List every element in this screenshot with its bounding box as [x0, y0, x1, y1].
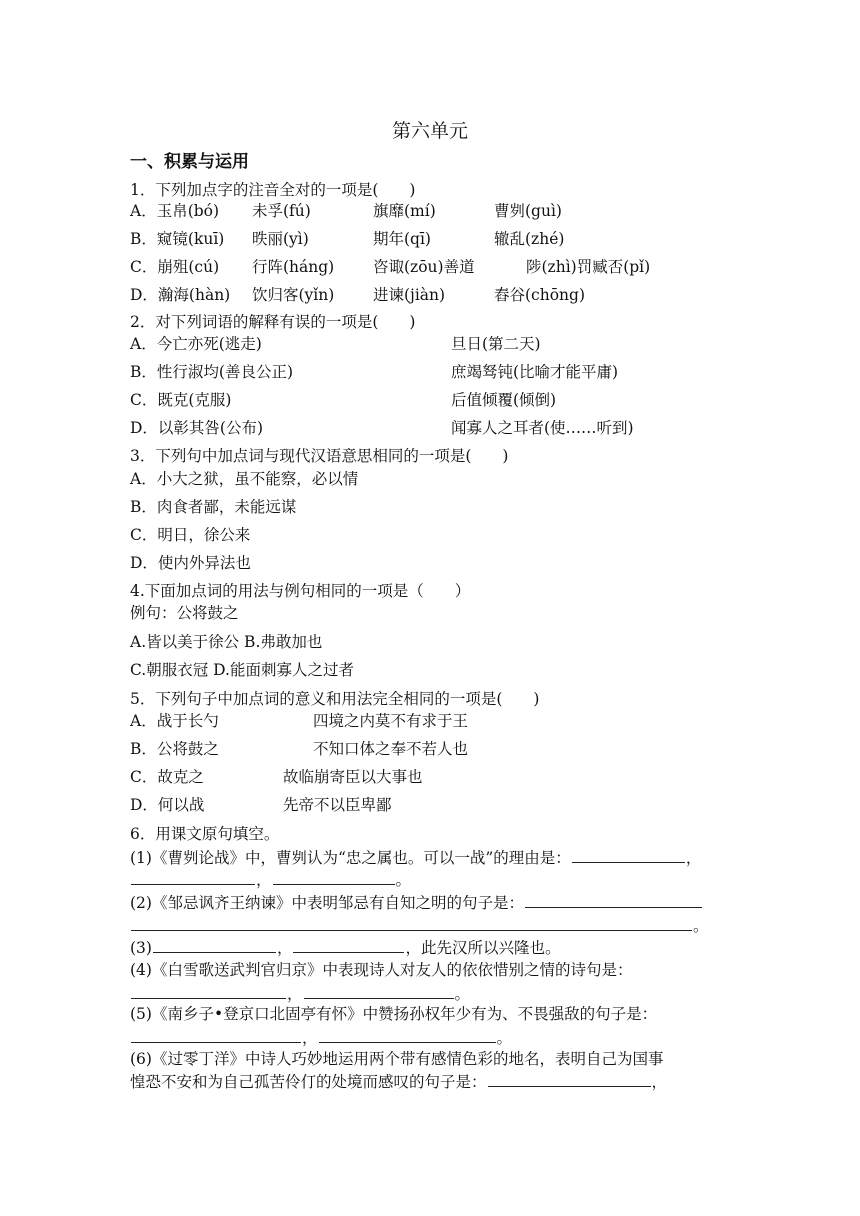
answer-blank[interactable]	[488, 1071, 651, 1087]
q2-option: B．性行淑均(善良公正)	[130, 363, 293, 381]
fill-in-1-cont	[130, 869, 411, 890]
answer-blank[interactable]	[131, 1027, 301, 1043]
fill-in-6	[130, 1049, 663, 1069]
q1-option: C．崩殂(cú)	[130, 258, 220, 276]
q5-option: 故临崩寄臣以大事也	[283, 768, 423, 786]
fill-in-5	[130, 1004, 657, 1024]
fill-in-1	[130, 847, 701, 868]
fill-in-prompt: (1)《曹刿论战》中，曹刿认为“忠之属也。可以一战”的理由是：	[130, 849, 571, 867]
fill-in-2-cont	[130, 915, 709, 936]
q2-option: 闻寡人之耳者(使……听到)	[451, 419, 634, 437]
q2-option: C．既克(克服)	[130, 391, 232, 409]
q5-option: A．战于长勺	[130, 712, 219, 730]
comma: ，	[276, 939, 293, 957]
q1-option: 进谏(jiàn)	[373, 286, 446, 304]
q5-option: D．何以战	[130, 796, 205, 814]
answer-blank[interactable]	[572, 847, 685, 863]
comma: ，	[256, 871, 272, 889]
q4-example: 例句：公将鼓之	[130, 604, 239, 622]
q3-option: B．肉食者鄙，未能远谋	[130, 498, 297, 516]
comma: ，	[287, 985, 303, 1003]
fill-in-suffix: ，此先汉所以兴隆也。	[405, 939, 561, 957]
answer-blank[interactable]	[131, 983, 286, 999]
fill-in-prompt: (6)《过零丁洋》中诗人巧妙地运用两个带有感情色彩的地名，表明自己为国事	[130, 1050, 664, 1068]
q1-option: 曹刿(guì)	[494, 202, 562, 220]
comma: ，	[685, 849, 702, 867]
fill-in-6-cont	[130, 1071, 667, 1092]
answer-blank[interactable]	[304, 983, 454, 999]
answer-blank[interactable]	[319, 1027, 496, 1043]
fill-in-prompt: (5)《南乡子•登京口北固亭有怀》中赞扬孙权年少有为、不畏强敌的句子是：	[130, 1005, 658, 1023]
period: 。	[395, 871, 412, 889]
q1-stem: 1．下列加点字的注音全对的一项是( )	[130, 181, 416, 199]
answer-blank[interactable]	[153, 937, 276, 953]
q1-option: 陟(zhì)罚臧否(pǐ)	[526, 258, 651, 276]
q5-option: C．故克之	[130, 768, 204, 786]
q1-option: 期年(qī)	[373, 230, 431, 248]
q3-stem: 3．下列句中加点词与现代汉语意思相同的一项是( )	[130, 447, 509, 465]
answer-blank[interactable]	[293, 937, 404, 953]
answer-blank[interactable]	[273, 869, 395, 885]
q1-option: 旗靡(mí)	[373, 202, 436, 220]
answer-blank[interactable]	[131, 915, 692, 931]
q5-stem: 5．下列句子中加点词的意义和用法完全相同的一项是( )	[130, 690, 540, 708]
period: 。	[496, 1029, 513, 1047]
period: 。	[693, 917, 709, 935]
fill-in-4	[130, 960, 632, 980]
q2-option: 庶竭驽钝(比喻才能平庸)	[451, 363, 619, 381]
q1-option: 昳丽(yì)	[252, 230, 309, 248]
fill-in-prompt: (4)《白雪歌送武判官归京》中表现诗人对友人的依依惜别之情的诗句是：	[130, 961, 633, 979]
page-title: 第六单元	[391, 120, 468, 142]
fill-in-prompt: (3)	[130, 939, 152, 957]
q2-option: D．以彰其咎(公布)	[130, 419, 264, 437]
comma: ，	[651, 1073, 668, 1091]
q2-option: 后值倾覆(倾倒)	[451, 391, 557, 409]
q4-stem: 4.下面加点词的用法与例句相同的一项是（ ）	[130, 582, 471, 600]
q5-option: 先帝不以臣卑鄙	[283, 796, 392, 814]
answer-blank[interactable]	[131, 869, 255, 885]
q1-option: A．玉帛(bó)	[130, 202, 220, 220]
q1-option: 未孚(fú)	[252, 202, 311, 220]
q1-option: 辙乱(zhé)	[494, 230, 565, 248]
q1-option: 饮归客(yǐn)	[252, 286, 335, 304]
q1-option: B．窥镜(kuī)	[130, 230, 225, 248]
q1-option: D．瀚海(hàn)	[130, 286, 231, 304]
q2-option: 旦日(第二天)	[451, 335, 541, 353]
q1-option: 行阵(háng)	[252, 258, 335, 276]
q4-options-line: A.皆以美于徐公 B.弗敢加也	[130, 633, 323, 651]
fill-in-prompt: 惶恐不安和为自己孤苦伶仃的处境而感叹的句子是：	[130, 1073, 487, 1091]
answer-blank[interactable]	[525, 892, 702, 908]
q6-stem: 6．用课文原句填空。	[130, 825, 280, 843]
q5-option: B．公将鼓之	[130, 740, 219, 758]
q1-option: 舂谷(chōng)	[494, 286, 585, 304]
section-heading: 一、积累与运用	[130, 152, 249, 172]
fill-in-5-cont	[130, 1027, 512, 1048]
period: 。	[454, 985, 471, 1003]
fill-in-2	[130, 892, 703, 913]
q3-option: C．明日，徐公来	[130, 526, 251, 544]
q5-option: 四境之内莫不有求于王	[313, 712, 469, 730]
q2-stem: 2．对下列词语的解释有误的一项是( )	[130, 313, 416, 331]
q4-options-line: C.朝服衣冠 D.能面刺寡人之过者	[130, 661, 354, 679]
q5-option: 不知口体之奉不若人也	[313, 740, 469, 758]
q3-option: A．小大之狱，虽不能察，必以情	[130, 470, 359, 488]
q3-option: D．使内外异法也	[130, 554, 251, 572]
fill-in-prompt: (2)《邹忌讽齐王纳谏》中表明邹忌有自知之明的句子是：	[130, 894, 524, 912]
fill-in-4-cont	[130, 983, 470, 1004]
fill-in-3	[130, 937, 561, 958]
comma: ，	[302, 1029, 318, 1047]
q2-option: A．今亡亦死(逃走)	[130, 335, 262, 353]
q1-option: 咨诹(zōu)善道	[373, 258, 475, 276]
